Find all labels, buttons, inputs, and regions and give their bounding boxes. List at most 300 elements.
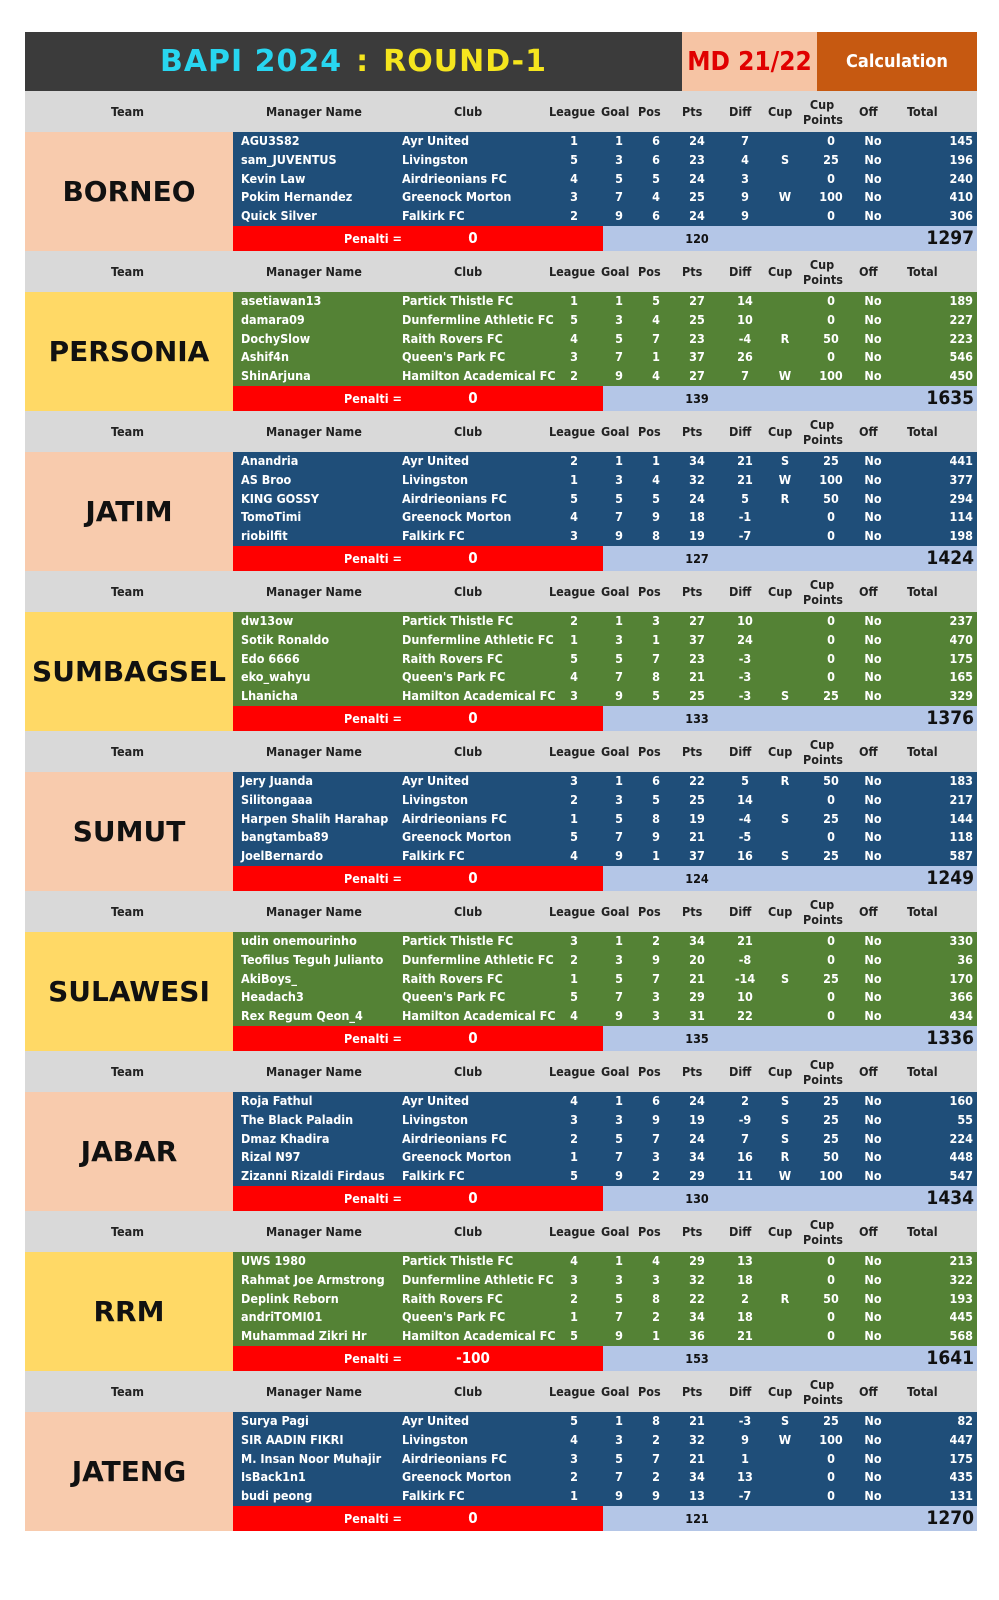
penalty-cell: [233, 546, 603, 571]
col-diff: Diff: [729, 584, 752, 599]
cell-diff: 16: [737, 848, 753, 864]
col-pts: Pts: [682, 1224, 703, 1239]
penalty-cell: [233, 1186, 603, 1211]
cell-off: No: [864, 933, 882, 948]
cell-league: 2: [570, 951, 578, 967]
cell-manager: budi peong: [241, 1488, 313, 1504]
cell-goal: 3: [615, 1271, 623, 1287]
cell-pos: 6: [652, 208, 660, 224]
cell-league: 2: [570, 1290, 578, 1306]
cell-cup: S: [780, 151, 790, 167]
team-footer: [233, 386, 977, 411]
col-total: Total: [907, 744, 938, 759]
cell-goal: 3: [615, 951, 623, 967]
cell-pts: 19: [689, 810, 705, 826]
cell-total: 131: [949, 1488, 973, 1504]
cell-pts: 23: [689, 650, 705, 666]
cell-diff: 18: [737, 1271, 753, 1287]
penalty-value: 0: [468, 869, 478, 887]
cell-off: No: [864, 688, 882, 704]
cell-diff: 11: [737, 1168, 753, 1184]
cell-manager: Dmaz Khadira: [241, 1130, 330, 1146]
cell-off: No: [864, 490, 882, 506]
cell-off: No: [864, 453, 882, 468]
penalty-label: Penalti =: [344, 1191, 402, 1206]
cell-club: Falkirk FC: [402, 848, 465, 864]
cell-cup-points: 0: [827, 933, 835, 948]
col-league: League: [549, 744, 596, 759]
cell-total: 175: [949, 1450, 973, 1466]
col-total: Total: [907, 904, 938, 919]
cell-off: No: [864, 1271, 882, 1287]
cell-goal: 7: [615, 829, 623, 845]
table-row: [233, 490, 977, 509]
cell-manager: Teofilus Teguh Julianto: [241, 951, 384, 967]
col-cup: Cup: [768, 104, 793, 119]
col-off: Off: [859, 264, 878, 279]
penalty-cell: [233, 226, 603, 251]
cell-league: 5: [570, 490, 578, 506]
cell-pts: 24: [689, 208, 705, 224]
col-pos: Pos: [638, 1224, 661, 1239]
col-team: Team: [111, 584, 144, 599]
team-footer: [233, 866, 977, 891]
title-bar: [25, 32, 977, 91]
table-row: [233, 311, 977, 330]
col-cup-points: Cup Points: [803, 1057, 843, 1087]
cell-cup: S: [780, 688, 790, 704]
cell-cup-points: 0: [827, 528, 835, 544]
cell-league: 3: [570, 189, 578, 205]
cell-pos: 7: [652, 1130, 660, 1146]
penalty-label: Penalti =: [344, 1351, 402, 1366]
col-team: Team: [111, 744, 144, 759]
cell-off: No: [864, 951, 882, 967]
cell-pts: 34: [689, 1309, 705, 1325]
col-manager: Manager Name: [266, 424, 362, 439]
table-row: [233, 188, 977, 207]
team-total: 1376: [926, 707, 974, 729]
cell-total: 435: [949, 1469, 973, 1485]
col-cup-points: Cup Points: [803, 97, 843, 127]
cell-league: 4: [570, 170, 578, 186]
column-header-row: [25, 571, 977, 612]
cell-total: 189: [949, 293, 973, 308]
cell-league: 1: [570, 970, 578, 986]
cell-off: No: [864, 848, 882, 864]
col-goal: Goal: [601, 1064, 630, 1079]
col-team: Team: [111, 264, 144, 279]
table-row: [233, 452, 977, 471]
points-summary: [603, 386, 977, 411]
cell-pts: 25: [689, 688, 705, 704]
table-row: [233, 810, 977, 829]
col-pts: Pts: [682, 1384, 703, 1399]
cell-total: 224: [949, 1130, 973, 1146]
cell-pos: 1: [652, 631, 660, 647]
cell-league: 1: [570, 293, 578, 308]
table-row: [233, 828, 977, 847]
col-club: Club: [454, 424, 483, 439]
penalty-value: 0: [468, 709, 478, 727]
cell-diff: 7: [741, 1130, 749, 1146]
cell-pos: 8: [652, 1413, 660, 1428]
points-summary: [603, 1346, 977, 1371]
cell-pos: 4: [652, 368, 660, 384]
cell-manager: Deplink Reborn: [241, 1290, 339, 1306]
cell-total: 170: [949, 970, 973, 986]
cell-pos: 3: [652, 989, 660, 1005]
cell-total: 366: [949, 989, 973, 1005]
cell-pos: 8: [652, 1290, 660, 1306]
cell-cup: R: [780, 1290, 790, 1306]
cell-pos: 6: [652, 151, 660, 167]
cell-pos: 1: [652, 453, 660, 468]
cell-off: No: [864, 650, 882, 666]
team-body: [25, 452, 977, 571]
cell-total: 410: [949, 189, 973, 205]
penalty-cell: [233, 706, 603, 731]
cell-cup: S: [780, 1111, 790, 1127]
cell-pts: 21: [689, 970, 705, 986]
cell-manager: Pokim Hernandez: [241, 189, 353, 205]
cell-off: No: [864, 989, 882, 1005]
cell-manager: Headach3: [241, 989, 304, 1005]
col-off: Off: [859, 104, 878, 119]
cell-diff: -14: [734, 970, 756, 986]
cell-total: 227: [949, 311, 973, 327]
cell-diff: -7: [738, 528, 752, 544]
table-row: [233, 1271, 977, 1290]
cell-off: No: [864, 1168, 882, 1184]
cell-pts: 37: [689, 631, 705, 647]
manager-rows: [233, 132, 977, 226]
team-total: 1270: [926, 1507, 974, 1529]
cell-diff: 10: [737, 613, 753, 628]
table-row: [233, 932, 977, 951]
cell-cup-points: 25: [823, 848, 839, 864]
cell-total: 445: [949, 1309, 973, 1325]
cell-diff: -9: [738, 1111, 752, 1127]
cell-club: Greenock Morton: [402, 1149, 512, 1165]
points-summary: [603, 1506, 977, 1531]
cell-cup-points: 0: [827, 293, 835, 308]
table-row: [233, 668, 977, 687]
cell-total: 322: [949, 1271, 973, 1287]
title-left: BAPI 2024: [159, 44, 343, 79]
col-league: League: [549, 1064, 596, 1079]
cell-pts: 27: [689, 613, 705, 628]
table-row: [233, 612, 977, 631]
col-team: Team: [111, 1224, 144, 1239]
col-total: Total: [907, 424, 938, 439]
cell-cup-points: 0: [827, 349, 835, 365]
team-footer: [233, 1346, 977, 1371]
cell-goal: 3: [615, 791, 623, 807]
cell-manager: Jery Juanda: [241, 773, 314, 788]
cell-total: 329: [949, 688, 973, 704]
col-team: Team: [111, 1384, 144, 1399]
cell-pos: 3: [652, 1271, 660, 1287]
cell-diff: 9: [741, 189, 749, 205]
cell-pts: 25: [689, 791, 705, 807]
col-goal: Goal: [601, 104, 630, 119]
table-row: [233, 847, 977, 866]
cell-manager: Rizal N97: [241, 1149, 301, 1165]
team-name: SULAWESI: [25, 932, 233, 1051]
cell-diff: 14: [737, 293, 753, 308]
table-row: [233, 1487, 977, 1506]
cell-pos: 1: [652, 349, 660, 365]
cell-club: Livingston: [402, 151, 469, 167]
team-total: 1297: [926, 227, 974, 249]
team-name: JATIM: [25, 452, 233, 571]
column-header-row: [25, 1051, 977, 1092]
cell-pos: 2: [652, 1309, 660, 1325]
cell-club: Airdrieonians FC: [402, 170, 507, 186]
cell-club: Dunfermline Athletic FC: [402, 311, 554, 327]
cell-total: 196: [949, 151, 973, 167]
cell-goal: 9: [615, 688, 623, 704]
col-league: League: [549, 424, 596, 439]
cell-pts: 31: [689, 1008, 705, 1024]
col-total: Total: [907, 264, 938, 279]
team-block: [25, 891, 977, 1051]
cell-pts: 27: [689, 368, 705, 384]
table-row: [233, 151, 977, 170]
penalty-cell: [233, 386, 603, 411]
table-row: [233, 988, 977, 1007]
cell-total: 82: [957, 1413, 973, 1428]
table-row: [233, 367, 977, 386]
cell-league: 5: [570, 1328, 578, 1344]
cell-league: 1: [570, 631, 578, 647]
cell-pos: 6: [652, 1093, 660, 1108]
col-manager: Manager Name: [266, 104, 362, 119]
standings-sheet: [25, 32, 977, 1531]
manager-rows: [233, 1252, 977, 1346]
cell-total: 240: [949, 170, 973, 186]
points-sum: 124: [685, 871, 709, 886]
points-summary: [603, 866, 977, 891]
cell-off: No: [864, 1469, 882, 1485]
team-blocks: [25, 91, 977, 1531]
col-manager: Manager Name: [266, 584, 362, 599]
col-goal: Goal: [601, 1224, 630, 1239]
team-body: [25, 772, 977, 891]
cell-league: 5: [570, 1168, 578, 1184]
cell-pos: 5: [652, 170, 660, 186]
cell-pts: 27: [689, 293, 705, 308]
col-pts: Pts: [682, 104, 703, 119]
cell-goal: 5: [615, 330, 623, 346]
table-row: [233, 791, 977, 810]
cell-off: No: [864, 349, 882, 365]
cell-off: No: [864, 1328, 882, 1344]
cell-manager: andriTOMI01: [241, 1309, 323, 1325]
cell-pos: 4: [652, 311, 660, 327]
cell-total: 587: [949, 848, 973, 864]
cell-club: Raith Rovers FC: [402, 970, 503, 986]
cell-total: 145: [949, 133, 973, 148]
cell-total: 434: [949, 1008, 973, 1024]
cell-pts: 34: [689, 933, 705, 948]
cell-goal: 9: [615, 528, 623, 544]
cell-diff: -3: [738, 1413, 752, 1428]
table-row: [233, 1290, 977, 1309]
cell-diff: -3: [738, 650, 752, 666]
col-club: Club: [454, 264, 483, 279]
col-goal: Goal: [601, 584, 630, 599]
col-pos: Pos: [638, 424, 661, 439]
cell-club: Raith Rovers FC: [402, 1290, 503, 1306]
col-diff: Diff: [729, 104, 752, 119]
cell-pos: 4: [652, 1253, 660, 1268]
team-footer: [233, 226, 977, 251]
cell-off: No: [864, 1290, 882, 1306]
cell-manager: Ashif4n: [241, 349, 289, 365]
cell-club: Livingston: [402, 1431, 469, 1447]
table-row: [233, 207, 977, 226]
cell-diff: 16: [737, 1149, 753, 1165]
cell-total: 144: [949, 810, 973, 826]
cell-club: Livingston: [402, 471, 469, 487]
team-body: [25, 1252, 977, 1371]
col-league: League: [549, 104, 596, 119]
cell-total: 198: [949, 528, 973, 544]
cell-manager: SIR AADIN FIKRI: [241, 1431, 344, 1447]
cell-manager: DochySlow: [241, 330, 311, 346]
col-off: Off: [859, 1384, 878, 1399]
cell-pos: 2: [652, 1469, 660, 1485]
cell-manager: ShinArjuna: [241, 368, 311, 384]
cell-manager: Rahmat Joe Armstrong: [241, 1271, 385, 1287]
cell-off: No: [864, 1488, 882, 1504]
penalty-value: 0: [468, 1509, 478, 1527]
cell-league: 3: [570, 933, 578, 948]
cell-diff: 21: [737, 933, 753, 948]
cell-goal: 1: [615, 1413, 623, 1428]
cell-cup: R: [780, 1149, 790, 1165]
cell-cup-points: 50: [823, 490, 839, 506]
cell-goal: 7: [615, 1149, 623, 1165]
col-goal: Goal: [601, 264, 630, 279]
cell-pos: 4: [652, 471, 660, 487]
cell-pos: 9: [652, 951, 660, 967]
cell-pos: 2: [652, 1431, 660, 1447]
table-row: [233, 471, 977, 490]
penalty-label: Penalti =: [344, 391, 402, 406]
penalty-label: Penalti =: [344, 551, 402, 566]
col-club: Club: [454, 104, 483, 119]
points-sum: 139: [685, 391, 709, 406]
penalty-value: 0: [468, 549, 478, 567]
penalty-label: Penalti =: [344, 1031, 402, 1046]
table-row: [233, 1412, 977, 1431]
cell-off: No: [864, 1450, 882, 1466]
cell-pos: 2: [652, 933, 660, 948]
column-header-row: [25, 1211, 977, 1252]
cell-goal: 5: [615, 970, 623, 986]
cell-goal: 7: [615, 189, 623, 205]
cell-goal: 9: [615, 208, 623, 224]
cell-pts: 19: [689, 528, 705, 544]
cell-diff: 14: [737, 791, 753, 807]
cell-diff: 4: [741, 151, 749, 167]
cell-club: Greenock Morton: [402, 1469, 512, 1485]
cell-off: No: [864, 1008, 882, 1024]
cell-club: Airdrieonians FC: [402, 810, 507, 826]
col-diff: Diff: [729, 264, 752, 279]
col-team: Team: [111, 1064, 144, 1079]
cell-goal: 3: [615, 631, 623, 647]
cell-goal: 7: [615, 1469, 623, 1485]
col-total: Total: [907, 104, 938, 119]
cell-manager: AS Broo: [241, 471, 292, 487]
points-summary: [603, 1186, 977, 1211]
cell-league: 3: [570, 528, 578, 544]
col-cup-points: Cup Points: [803, 577, 843, 607]
cell-total: 237: [949, 613, 973, 628]
cell-pos: 9: [652, 829, 660, 845]
cell-cup-points: 100: [819, 1168, 843, 1184]
cell-manager: TomoTimi: [241, 509, 302, 525]
cell-pts: 25: [689, 189, 705, 205]
cell-league: 3: [570, 1271, 578, 1287]
cell-diff: 13: [737, 1253, 753, 1268]
cell-club: Partick Thistle FC: [402, 613, 514, 628]
cell-pts: 24: [689, 170, 705, 186]
cell-pts: 19: [689, 1111, 705, 1127]
cell-cup: W: [778, 471, 792, 487]
team-block: [25, 1371, 977, 1531]
penalty-value: -100: [456, 1349, 490, 1367]
cell-league: 4: [570, 330, 578, 346]
title-separator: :: [356, 44, 370, 79]
cell-total: 450: [949, 368, 973, 384]
table-row: [233, 292, 977, 311]
points-sum: 135: [685, 1031, 709, 1046]
cell-cup-points: 25: [823, 1093, 839, 1108]
col-club: Club: [454, 744, 483, 759]
cell-off: No: [864, 509, 882, 525]
col-league: League: [549, 264, 596, 279]
cell-pts: 37: [689, 349, 705, 365]
cell-off: No: [864, 613, 882, 628]
cell-manager: Lhanicha: [241, 688, 298, 704]
cell-diff: 7: [741, 133, 749, 148]
cell-total: 306: [949, 208, 973, 224]
cell-manager: Roja Fathul: [241, 1093, 313, 1108]
col-diff: Diff: [729, 424, 752, 439]
cell-league: 5: [570, 151, 578, 167]
penalty-label: Penalti =: [344, 711, 402, 726]
cell-league: 3: [570, 773, 578, 788]
cell-cup-points: 0: [827, 989, 835, 1005]
cell-cup-points: 0: [827, 170, 835, 186]
col-cup-points: Cup Points: [803, 257, 843, 287]
col-off: Off: [859, 904, 878, 919]
cell-manager: eko_wahyu: [241, 669, 311, 685]
col-total: Total: [907, 1224, 938, 1239]
team-name: JATENG: [25, 1412, 233, 1531]
team-body: [25, 132, 977, 251]
column-header-row: [25, 1371, 977, 1412]
cell-manager: M. Insan Noor Muhajir: [241, 1450, 382, 1466]
cell-diff: 2: [741, 1093, 749, 1108]
cell-pos: 7: [652, 970, 660, 986]
col-total: Total: [907, 1064, 938, 1079]
